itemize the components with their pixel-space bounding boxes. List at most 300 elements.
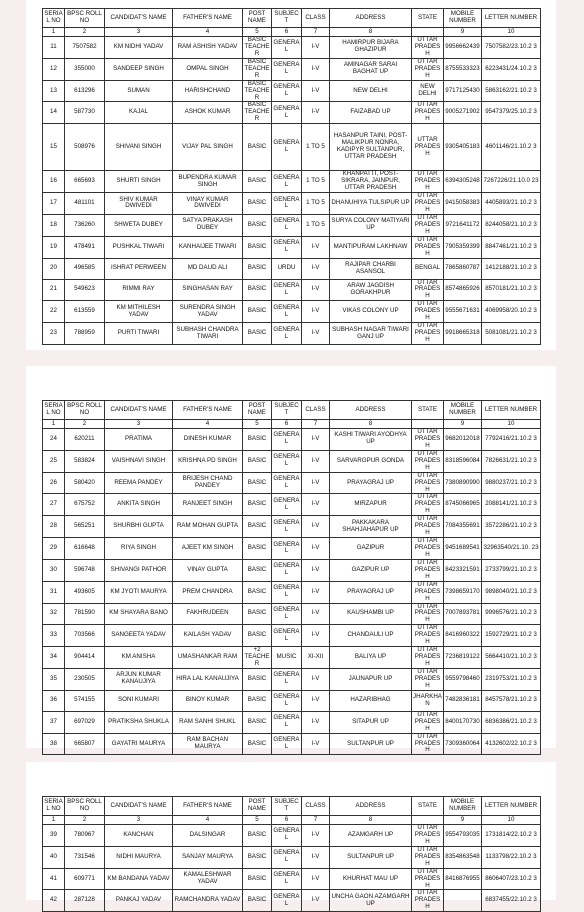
cell-letter-number: 1731814/22.10.2 3 xyxy=(482,825,541,847)
cell-candidate-name: KAJAL xyxy=(105,102,173,124)
cell-father-name: BRIJESH CHAND PANDEY xyxy=(173,472,243,494)
table-row xyxy=(43,603,541,625)
cell-class: I-V xyxy=(302,80,330,102)
cell-mobile-number: 7482836181 xyxy=(444,690,482,711)
cell-address: HAMIRPUR BIJARA GHAZIPUR xyxy=(330,37,412,59)
cell-letter-number: 7826631/21.10.2 3 xyxy=(482,450,541,472)
table-row xyxy=(43,890,541,912)
table-row xyxy=(43,193,541,215)
cell-serial-no: 33 xyxy=(43,625,65,647)
column-number: 9 xyxy=(444,816,482,825)
cell-address: VIKAS COLONY UP xyxy=(330,301,412,323)
cell-post-name: BASIC xyxy=(243,472,272,494)
cell-roll-no: 736260 xyxy=(65,214,105,236)
cell-serial-no: 13 xyxy=(43,80,65,102)
cell-state: UTTAR PRADESH xyxy=(412,603,444,625)
cell-state: UTTAR PRADESH xyxy=(412,301,444,323)
cell-state: UTTAR PRADESH xyxy=(412,236,444,258)
cell-letter-number: 5863162/21.10.2 3 xyxy=(482,80,541,102)
cell-class: I-V xyxy=(302,279,330,301)
table-row xyxy=(43,647,541,669)
cell-roll-no: 620211 xyxy=(65,429,105,451)
cell-roll-no: 508976 xyxy=(65,124,105,171)
cell-father-name: RAM SANHI SHUKL xyxy=(173,711,243,733)
cell-class: I-V xyxy=(302,603,330,625)
header-address: ADDRESS xyxy=(330,797,412,816)
cell-address: AMINAGAR SARAI BAGHAT UP xyxy=(330,58,412,80)
cell-father-name: BINOY KUMAR xyxy=(173,690,243,711)
cell-subject: GENERAL xyxy=(272,733,302,755)
cell-subject: GENERAL xyxy=(272,559,302,581)
cell-subject: GENERAL xyxy=(272,450,302,472)
cell-candidate-name: ANKITA SINGH xyxy=(105,494,173,516)
cell-letter-number: 1412188/21.10.2 3 xyxy=(482,258,541,279)
header-address: ADDRESS xyxy=(330,9,412,28)
cell-serial-no: 31 xyxy=(43,581,65,603)
cell-serial-no: 15 xyxy=(43,124,65,171)
cell-address: HASANPUR TAINI, POST-MALIKPUR NONRA, KADIPYR SULTANPUR, UTTAR PRADESH xyxy=(330,124,412,171)
cell-candidate-name: PRATIKSHA SHUKLA xyxy=(105,711,173,733)
cell-mobile-number: 9415058383 xyxy=(444,193,482,215)
column-number: 1 xyxy=(43,28,65,37)
cell-subject: GENERAL xyxy=(272,825,302,847)
cell-post-name: BASIC xyxy=(243,581,272,603)
header-subject: SUBJECT xyxy=(272,401,302,420)
cell-mobile-number: 8574865926 xyxy=(444,279,482,301)
cell-roll-no: 609771 xyxy=(65,868,105,890)
cell-letter-number: 5664410/21.10.2 3 xyxy=(482,647,541,669)
cell-subject: GENERAL xyxy=(272,711,302,733)
cell-roll-no: 780967 xyxy=(65,825,105,847)
cell-serial-no: 23 xyxy=(43,323,65,345)
table-row xyxy=(43,301,541,323)
cell-address: BALIYA UP xyxy=(330,647,412,669)
cell-post-name: BASIC xyxy=(243,494,272,516)
table-row xyxy=(43,171,541,193)
cell-state: UTTAR PRADESH xyxy=(412,450,444,472)
cell-subject: GENERAL xyxy=(272,690,302,711)
cell-letter-number: 8244058/21.10.2 3 xyxy=(482,214,541,236)
cell-candidate-name: VAISHNAVI SINGH xyxy=(105,450,173,472)
header-mobile-number: MOBILE NUMBER xyxy=(444,797,482,816)
cell-mobile-number: 8755533323 xyxy=(444,58,482,80)
column-number: 2 xyxy=(65,28,105,37)
cell-post-name: BASIC xyxy=(243,603,272,625)
cell-address: SUBHASH NAGAR TIWARI GANJ UP xyxy=(330,323,412,345)
cell-subject: GENERAL xyxy=(272,301,302,323)
cell-address: PAKKAKARA SHAHJAHAPUR UP xyxy=(330,516,412,538)
table-header-row xyxy=(43,9,541,28)
table-row xyxy=(43,258,541,279)
cell-class: 1 TO 5 xyxy=(302,214,330,236)
cell-letter-number: 2733799/21.10.2 3 xyxy=(482,559,541,581)
header-post-name: POST NAME xyxy=(243,9,272,28)
cell-roll-no: 665693 xyxy=(65,171,105,193)
header-address: ADDRESS xyxy=(330,401,412,420)
cell-subject: GENERAL xyxy=(272,868,302,890)
cell-roll-no: 580420 xyxy=(65,472,105,494)
cell-subject: GENERAL xyxy=(272,193,302,215)
cell-letter-number: 8457578/21.10.2 3 xyxy=(482,690,541,711)
cell-letter-number: 7792416/21.10.2 3 xyxy=(482,429,541,451)
cell-post-name: BASIC xyxy=(243,668,272,690)
cell-candidate-name: KM SHAYARA BANO xyxy=(105,603,173,625)
table-header-row xyxy=(43,401,541,420)
table-row xyxy=(43,472,541,494)
cell-state: UTTAR PRADESH xyxy=(412,37,444,59)
cell-roll-no: 565251 xyxy=(65,516,105,538)
cell-post-name: BASIC xyxy=(243,559,272,581)
cell-serial-no: 27 xyxy=(43,494,65,516)
header-father-name: FATHER'S NAME xyxy=(173,401,243,420)
table-row xyxy=(43,323,541,345)
cell-letter-number: 7507582/23.10.2 3 xyxy=(482,37,541,59)
cell-post-name: BASIC xyxy=(243,450,272,472)
document-page-2 xyxy=(26,366,556,754)
column-number: 6 xyxy=(272,816,302,825)
document-page-3 xyxy=(26,762,556,911)
cell-address: JAUNAPUR UP xyxy=(330,668,412,690)
column-number: 7 xyxy=(302,816,330,825)
cell-address: ARAW JAGDISH GORAKHPUR xyxy=(330,279,412,301)
cell-class: XI-XII xyxy=(302,647,330,669)
cell-serial-no: 35 xyxy=(43,668,65,690)
cell-address: UNCHA GAON AZAMGARH UP xyxy=(330,890,412,912)
header-class: CLASS xyxy=(302,9,330,28)
header-serial-no: SERIAL NO xyxy=(43,9,65,28)
cell-father-name: RAM BACHAN MAURYA xyxy=(173,733,243,755)
cell-subject: GENERAL xyxy=(272,494,302,516)
cell-candidate-name: GAYATRI MAURYA xyxy=(105,733,173,755)
cell-letter-number: 2319753/21.10.2 3 xyxy=(482,668,541,690)
cell-subject: GENERAL xyxy=(272,124,302,171)
header-mobile-number: MOBILE NUMBER xyxy=(444,9,482,28)
cell-address: MANTIPURAM LAKHNAW xyxy=(330,236,412,258)
cell-mobile-number: 7007893781 xyxy=(444,603,482,625)
header-post-name: POST NAME xyxy=(243,797,272,816)
cell-letter-number: 8847461/21.10.2 3 xyxy=(482,236,541,258)
table-row xyxy=(43,559,541,581)
cell-serial-no: 29 xyxy=(43,538,65,560)
cell-father-name: SANJAY MAURYA xyxy=(173,846,243,868)
cell-class: I-V xyxy=(302,429,330,451)
cell-class: I-V xyxy=(302,102,330,124)
cell-roll-no: 788959 xyxy=(65,323,105,345)
cell-roll-no: 583824 xyxy=(65,450,105,472)
cell-serial-no: 36 xyxy=(43,690,65,711)
cell-state: UTTAR PRADESH xyxy=(412,171,444,193)
cell-roll-no: 616648 xyxy=(65,538,105,560)
cell-father-name: DALSINGAR xyxy=(173,825,243,847)
cell-serial-no: 21 xyxy=(43,279,65,301)
cell-letter-number: 32963540/21.10. 23 xyxy=(482,538,541,560)
cell-candidate-name: SHIV KUMAR DWIVEDI xyxy=(105,193,173,215)
cell-address: KHURHAT MAU UP xyxy=(330,868,412,890)
table-row xyxy=(43,733,541,755)
cell-address: GAZIPUR UP xyxy=(330,559,412,581)
cell-father-name: HARISHCHAND xyxy=(173,80,243,102)
cell-post-name: BASIC xyxy=(243,890,272,912)
cell-letter-number: 6836386/21.10.2 3 xyxy=(482,711,541,733)
cell-candidate-name: SHURTI SINGH xyxy=(105,171,173,193)
cell-mobile-number: 8745066965 xyxy=(444,494,482,516)
cell-letter-number: 2088141/21.10.2 3 xyxy=(482,494,541,516)
cell-class: I-V xyxy=(302,472,330,494)
cell-father-name: HIRA LAL KANAUJIYA xyxy=(173,668,243,690)
column-number: 1 xyxy=(43,816,65,825)
cell-candidate-name: KM MITHILESH YADAV xyxy=(105,301,173,323)
cell-serial-no: 32 xyxy=(43,603,65,625)
table-row xyxy=(43,846,541,868)
column-number: 10 xyxy=(482,28,541,37)
cell-state: BENGAL xyxy=(412,258,444,279)
cell-father-name: VINAY KUMAR DWIVEDI xyxy=(173,193,243,215)
cell-class: I-V xyxy=(302,323,330,345)
cell-serial-no: 38 xyxy=(43,733,65,755)
cell-subject: GENERAL xyxy=(272,603,302,625)
cell-roll-no: 478491 xyxy=(65,236,105,258)
cell-state: UTTAR PRADESH xyxy=(412,711,444,733)
cell-candidate-name: KM JYOTI MAURYA xyxy=(105,581,173,603)
cell-subject: GENERAL xyxy=(272,538,302,560)
column-number: 10 xyxy=(482,420,541,429)
cell-subject: GENERAL xyxy=(272,279,302,301)
cell-father-name: VINAY GUPTA xyxy=(173,559,243,581)
cell-address: FAIZABAD UP xyxy=(330,102,412,124)
cell-serial-no: 26 xyxy=(43,472,65,494)
cell-post-name: BASIC xyxy=(243,323,272,345)
header-post-name: POST NAME xyxy=(243,401,272,420)
cell-father-name: FAKHRUDEEN xyxy=(173,603,243,625)
cell-address: DHANUHIYA TULSIPUR UP xyxy=(330,193,412,215)
cell-letter-number: 4601146/21.10.2 3 xyxy=(482,124,541,171)
cell-state: NEW DELHI xyxy=(412,80,444,102)
document-page-1 xyxy=(26,0,556,350)
cell-subject: GENERAL xyxy=(272,890,302,912)
cell-class: I-V xyxy=(302,236,330,258)
cell-roll-no: 665807 xyxy=(65,733,105,755)
cell-candidate-name: SHURBHI GUPTA xyxy=(105,516,173,538)
cell-father-name: OMPAL SINGH xyxy=(173,58,243,80)
column-number: 8 xyxy=(330,28,412,37)
column-number-row xyxy=(43,816,541,825)
table-row xyxy=(43,825,541,847)
table-row xyxy=(43,538,541,560)
cell-mobile-number: 9918665318 xyxy=(444,323,482,345)
cell-post-name: BASIC xyxy=(243,733,272,755)
cell-serial-no: 24 xyxy=(43,429,65,451)
cell-class: I-V xyxy=(302,450,330,472)
cell-subject: MUSIC xyxy=(272,647,302,669)
cell-serial-no: 11 xyxy=(43,37,65,59)
cell-state: UTTAR PRADESH xyxy=(412,668,444,690)
cell-mobile-number: 6394305248 xyxy=(444,171,482,193)
cell-roll-no: 731546 xyxy=(65,846,105,868)
cell-subject: GENERAL xyxy=(272,429,302,451)
cell-address: AZAMGARH UP xyxy=(330,825,412,847)
cell-roll-no: 675752 xyxy=(65,494,105,516)
cell-class: I-V xyxy=(302,581,330,603)
cell-state: UTTAR PRADESH xyxy=(412,214,444,236)
cell-mobile-number: 9451689541 xyxy=(444,538,482,560)
cell-subject: GENERAL xyxy=(272,171,302,193)
cell-roll-no: 574155 xyxy=(65,690,105,711)
cell-candidate-name: RIYA SINGH xyxy=(105,538,173,560)
cell-post-name: BASIC xyxy=(243,171,272,193)
cell-post-name: BASIC TEACHER xyxy=(244,57,270,79)
column-number-row xyxy=(43,420,541,429)
table-row xyxy=(43,581,541,603)
cell-candidate-name: KM ANISHA xyxy=(105,647,173,669)
cell-state: UTTAR PRADESH xyxy=(412,868,444,890)
cell-address: PRAYAGRAJ UP xyxy=(330,472,412,494)
cell-subject: GENERAL xyxy=(272,846,302,868)
cell-address: SITAPUR UP xyxy=(330,711,412,733)
cell-candidate-name: KANCHAN xyxy=(105,825,173,847)
cell-father-name: SURENDRA SINGH YADAV xyxy=(173,301,243,323)
cell-post-name: BASIC xyxy=(243,214,272,236)
cell-address: SULTANPUR UP xyxy=(330,733,412,755)
cell-roll-no: 549623 xyxy=(65,279,105,301)
cell-roll-no: 7507582 xyxy=(65,37,105,59)
cell-class: I-V xyxy=(302,58,330,80)
cell-post-name: +2 TEACHER xyxy=(244,646,270,667)
cell-candidate-name: SHIVANI SINGH xyxy=(105,124,173,171)
column-number: 1 xyxy=(43,420,65,429)
cell-letter-number: 3572286/21.10.2 3 xyxy=(482,516,541,538)
header-father-name: FATHER'S NAME xyxy=(173,9,243,28)
cell-state: UTTAR PRADESH xyxy=(412,323,444,345)
column-number: 5 xyxy=(243,816,272,825)
cell-state: UTTAR PRADESH xyxy=(412,494,444,516)
column-number: 5 xyxy=(243,28,272,37)
header-class: CLASS xyxy=(302,401,330,420)
cell-letter-number: 8606407/23.10.2 3 xyxy=(482,868,541,890)
cell-roll-no: 613296 xyxy=(65,80,105,102)
cell-address: SULTANPUR UP xyxy=(330,846,412,868)
header-roll-no: BPSC ROLL NO xyxy=(65,797,105,816)
cell-class: 1 TO 5 xyxy=(302,171,330,193)
cell-roll-no: 496585 xyxy=(65,258,105,279)
cell-serial-no: 42 xyxy=(43,890,65,912)
cell-candidate-name: SANGEETA YADAV xyxy=(105,625,173,647)
cell-roll-no: 493605 xyxy=(65,581,105,603)
column-number: 3 xyxy=(105,28,173,37)
table-row xyxy=(43,494,541,516)
cell-post-name: BASIC xyxy=(243,538,272,560)
cell-mobile-number: 8416876955 xyxy=(444,868,482,890)
cell-class: 1 TO 5 xyxy=(302,124,330,171)
table-row xyxy=(43,868,541,890)
cell-class: I-V xyxy=(302,711,330,733)
table-row xyxy=(43,625,541,647)
cell-state: UTTAR PRADESH xyxy=(412,124,444,171)
cell-mobile-number: 9559798460 xyxy=(444,668,482,690)
cell-mobile-number: 7398659170 xyxy=(444,581,482,603)
cell-address: NEW DELHI xyxy=(330,80,412,102)
header-letter-number: LETTER NUMBER xyxy=(482,9,541,28)
cell-state: UTTAR PRADESH xyxy=(412,581,444,603)
cell-address: KASHI TIWARI AYODHYA UP xyxy=(330,429,412,451)
cell-state: UTTAR PRADESH xyxy=(412,538,444,560)
cell-serial-no: 37 xyxy=(43,711,65,733)
cell-subject: GENERAL xyxy=(272,236,302,258)
cell-mobile-number: 7865860787 xyxy=(444,258,482,279)
cell-letter-number: 4069958/20.10.2 3 xyxy=(482,301,541,323)
cell-mobile-number: 9721641172 xyxy=(444,214,482,236)
cell-post-name: BASIC xyxy=(243,516,272,538)
cell-mobile-number: 9554793035 xyxy=(444,825,482,847)
cell-letter-number: 5081081/21.10.2 3 xyxy=(482,323,541,345)
cell-father-name: KAMALESHWAR YADAV xyxy=(173,868,243,890)
cell-mobile-number xyxy=(444,890,482,912)
cell-candidate-name: KM BANDANA YADAV xyxy=(105,868,173,890)
cell-candidate-name: SHIVANGI PATHOR xyxy=(105,559,173,581)
cell-mobile-number: 9555671631 xyxy=(444,301,482,323)
cell-letter-number: 6223431/24.10.2 3 xyxy=(482,58,541,80)
cell-father-name: RAMCHANDRA YADAV xyxy=(173,890,243,912)
table-row xyxy=(43,279,541,301)
cell-letter-number: 4405893/21.10.2 3 xyxy=(482,193,541,215)
cell-candidate-name: NIDHI MAURYA xyxy=(105,846,173,868)
cell-address: RAJIPAR CHARBI ASANSOL xyxy=(330,258,412,279)
cell-subject: GENERAL xyxy=(272,214,302,236)
column-number: 4 xyxy=(173,420,243,429)
header-letter-number: LETTER NUMBER xyxy=(482,797,541,816)
cell-class: I-V xyxy=(302,258,330,279)
cell-subject: GENERAL xyxy=(272,625,302,647)
cell-post-name: BASIC xyxy=(243,825,272,847)
cell-class: I-V xyxy=(302,559,330,581)
cell-class: I-V xyxy=(302,825,330,847)
header-mobile-number: MOBILE NUMBER xyxy=(444,401,482,420)
cell-mobile-number: 9305405183 xyxy=(444,124,482,171)
cell-post-name: BASIC xyxy=(243,279,272,301)
cell-candidate-name: PUSHKAL TIWARI xyxy=(105,236,173,258)
cell-address: GAZIPUR xyxy=(330,538,412,560)
header-candidate-name: CANDIDAT'S NAME xyxy=(105,401,173,420)
cell-father-name: SUBHASH CHANDRA TIWARI xyxy=(173,323,243,345)
cell-father-name: VIJAY PAL SINGH xyxy=(173,124,243,171)
table-row xyxy=(43,124,541,171)
header-state: STATE xyxy=(412,797,444,816)
cell-roll-no: 781590 xyxy=(65,603,105,625)
cell-father-name: ASHOK KUMAR xyxy=(173,102,243,124)
cell-roll-no: 587730 xyxy=(65,102,105,124)
cell-mobile-number: 7309360064 xyxy=(444,733,482,755)
cell-address: SARVARGPUR GONDA xyxy=(330,450,412,472)
table-row xyxy=(43,429,541,451)
cell-serial-no: 25 xyxy=(43,450,65,472)
cell-candidate-name: PURTI TIWARI xyxy=(105,323,173,345)
cell-father-name: SINGHASAN RAY xyxy=(173,279,243,301)
column-number: 3 xyxy=(105,420,173,429)
cell-address: MIRZAPUR xyxy=(330,494,412,516)
cell-address: KHANPATTI, POST- SIKRARA, JAINPUR, UTTAR PRADESH xyxy=(330,171,412,193)
column-number: 6 xyxy=(272,28,302,37)
cell-letter-number: 1592729/21.10.2 3 xyxy=(482,625,541,647)
cell-father-name: DINESH KUMAR xyxy=(173,429,243,451)
table-row xyxy=(43,80,541,102)
cell-candidate-name: RIMMI RAY xyxy=(105,279,173,301)
cell-mobile-number: 9005271902 xyxy=(444,102,482,124)
cell-mobile-number: 7236819122 xyxy=(444,647,482,669)
column-number: 2 xyxy=(65,420,105,429)
column-number: 5 xyxy=(243,420,272,429)
cell-candidate-name: REEMA PANDEY xyxy=(105,472,173,494)
cell-mobile-number: 8318596084 xyxy=(444,450,482,472)
cell-mobile-number: 8416960322 xyxy=(444,625,482,647)
